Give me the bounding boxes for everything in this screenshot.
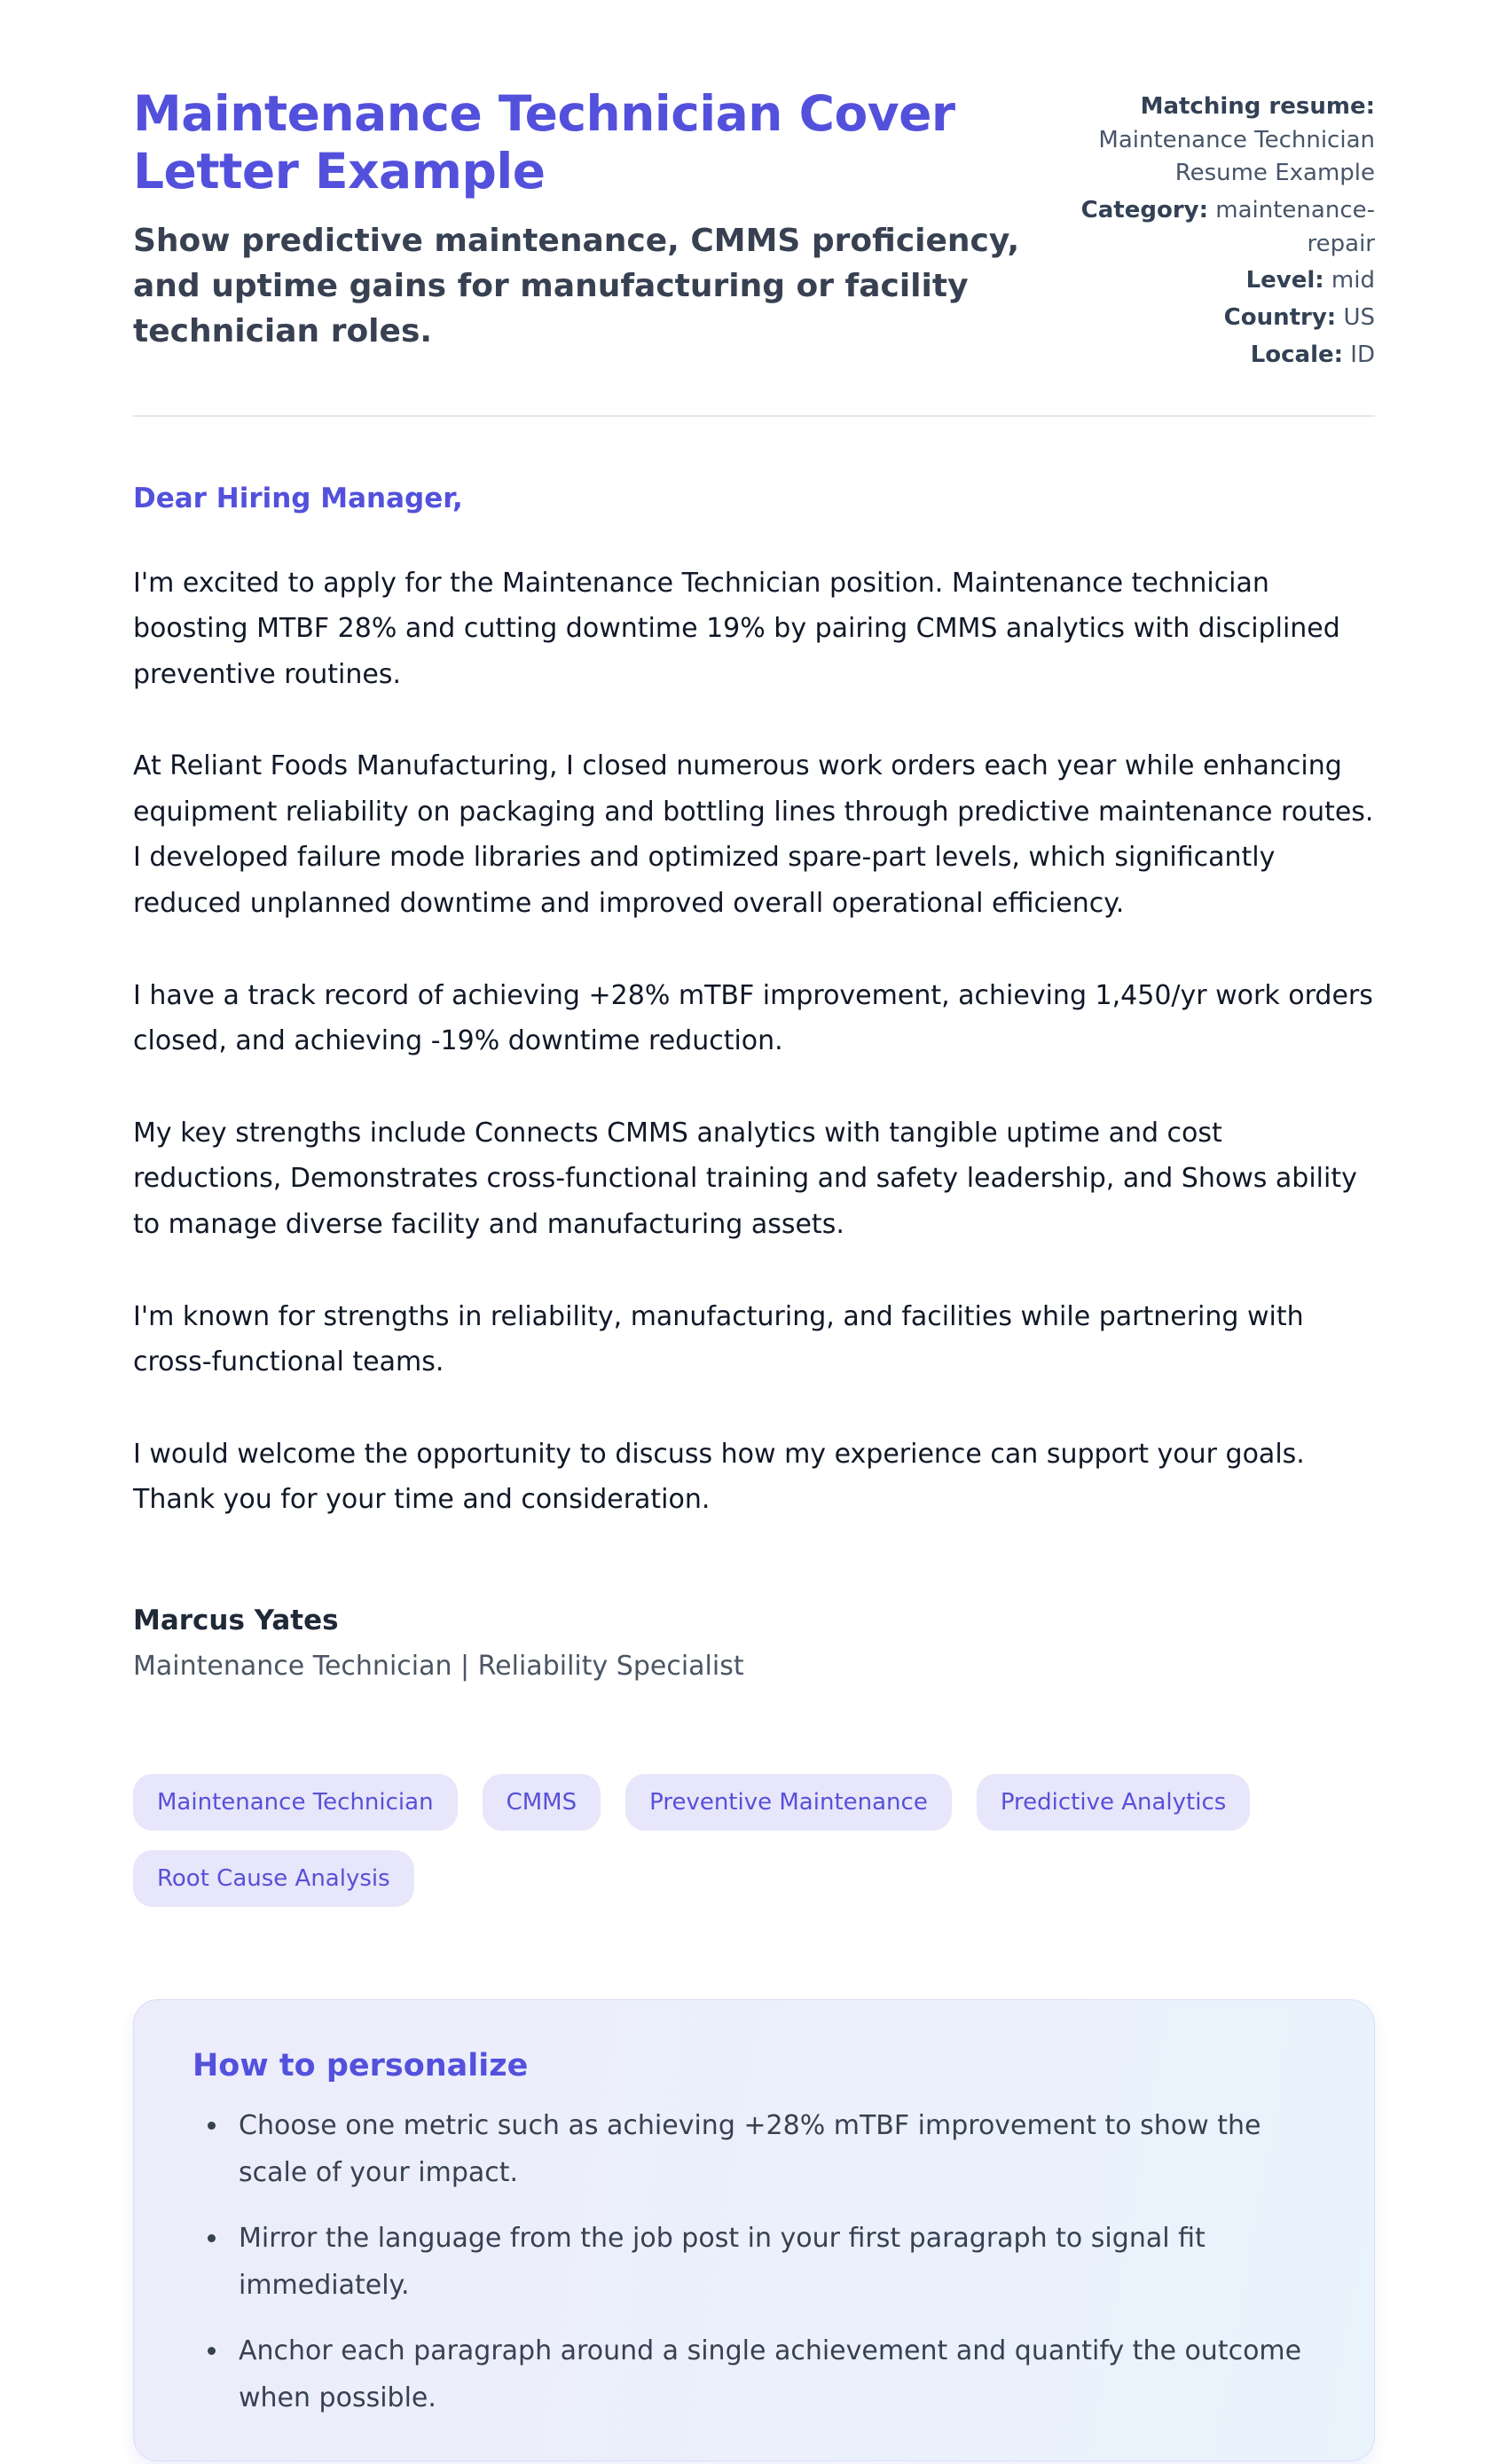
personalize-tip: • Choose one metric such as achieving +28% mTBF improvement to show the scale of your impact. — [230, 2103, 1316, 2196]
meta-item: Country: US — [1223, 304, 1375, 332]
letter-paragraph: I'm known for strengths in reliability, manufacturing, and facilities while partnering with cross-functional teams. — [133, 1300, 1304, 1378]
tag-chip[interactable]: Predictive Analytics — [977, 1774, 1251, 1831]
header-title-block — [133, 85, 1073, 354]
letter-greeting: Dear Hiring Manager, — [133, 482, 463, 514]
page-title: Maintenance Technician Cover Letter Example — [133, 85, 955, 200]
header-divider — [133, 415, 1375, 417]
signature-role: Maintenance Technician | Reliability Specialist — [133, 1651, 744, 1682]
tag-chip[interactable]: CMMS — [483, 1774, 601, 1831]
cover-letter-page — [133, 0, 1375, 2461]
meta-label: Matching resume: — [1140, 93, 1375, 120]
letter-paragraph: I would welcome the opportunity to discuss how my experience can support your goals. Thank you for your time and consideration. — [133, 1438, 1305, 1516]
tag-list — [133, 1774, 1286, 1907]
header — [133, 85, 1375, 376]
meta-item: Matching resume: Maintenance Technician Resume Example — [1098, 93, 1375, 187]
resume-meta-panel — [1073, 85, 1375, 376]
page-subtitle: Show predictive maintenance, CMMS proficiency, and uptime gains for manufacturing or facility technician roles. — [133, 222, 1020, 349]
meta-label: Locale: — [1250, 341, 1344, 368]
personalize-tip: • Anchor each paragraph around a single achievement and quantify the outcome when possible. — [230, 2328, 1316, 2421]
personalize-box — [133, 1999, 1375, 2461]
meta-item: Category: maintenance-repair — [1080, 197, 1375, 257]
personalize-tips — [192, 2103, 1316, 2421]
meta-item: Level: mid — [1245, 267, 1375, 294]
tag-chip[interactable]: Root Cause Analysis — [133, 1850, 414, 1907]
signature-name: Marcus Yates — [133, 1605, 339, 1636]
letter-paragraph: I'm excited to apply for the Maintenance Technician position. Maintenance technician boosting MTBF 28% and cutting downtime 19% by pairing CMMS analytics with disciplined preventive routines. — [133, 567, 1340, 690]
personalize-tip: • Mirror the language from the job post in your first paragraph to signal fit immediately. — [230, 2216, 1316, 2309]
personalize-heading: How to personalize — [192, 2048, 529, 2083]
meta-label: Country: — [1223, 304, 1337, 332]
tag-chip[interactable]: Preventive Maintenance — [625, 1774, 952, 1831]
letter-paragraph: At Reliant Foods Manufacturing, I closed numerous work orders each year while enhancing equipment reliability on packaging and bottling lines through predictive maintenance routes. I developed failure mode libraries and optimized spare-part levels, which significantly reduced unplanned downtime and improved overall operational efficiency. — [133, 750, 1374, 920]
letter-body — [133, 483, 1375, 1683]
tag-chip[interactable]: Maintenance Technician — [133, 1774, 458, 1831]
letter-paragraph: I have a track record of achieving +28% mTBF improvement, achieving 1,450/yr work orders closed, and achieving -19% downtime reduction. — [133, 979, 1373, 1057]
meta-label: Level: — [1245, 267, 1324, 294]
letter-paragraphs — [133, 561, 1375, 1524]
meta-label: Category: — [1080, 197, 1209, 224]
meta-item: Locale: ID — [1250, 341, 1375, 368]
letter-paragraph: My key strengths include Connects CMMS analytics with tangible uptime and cost reductions, Demonstrates cross-functional training and safety leadership, and Shows ability to manage diverse facility and manufacturing assets. — [133, 1117, 1357, 1241]
